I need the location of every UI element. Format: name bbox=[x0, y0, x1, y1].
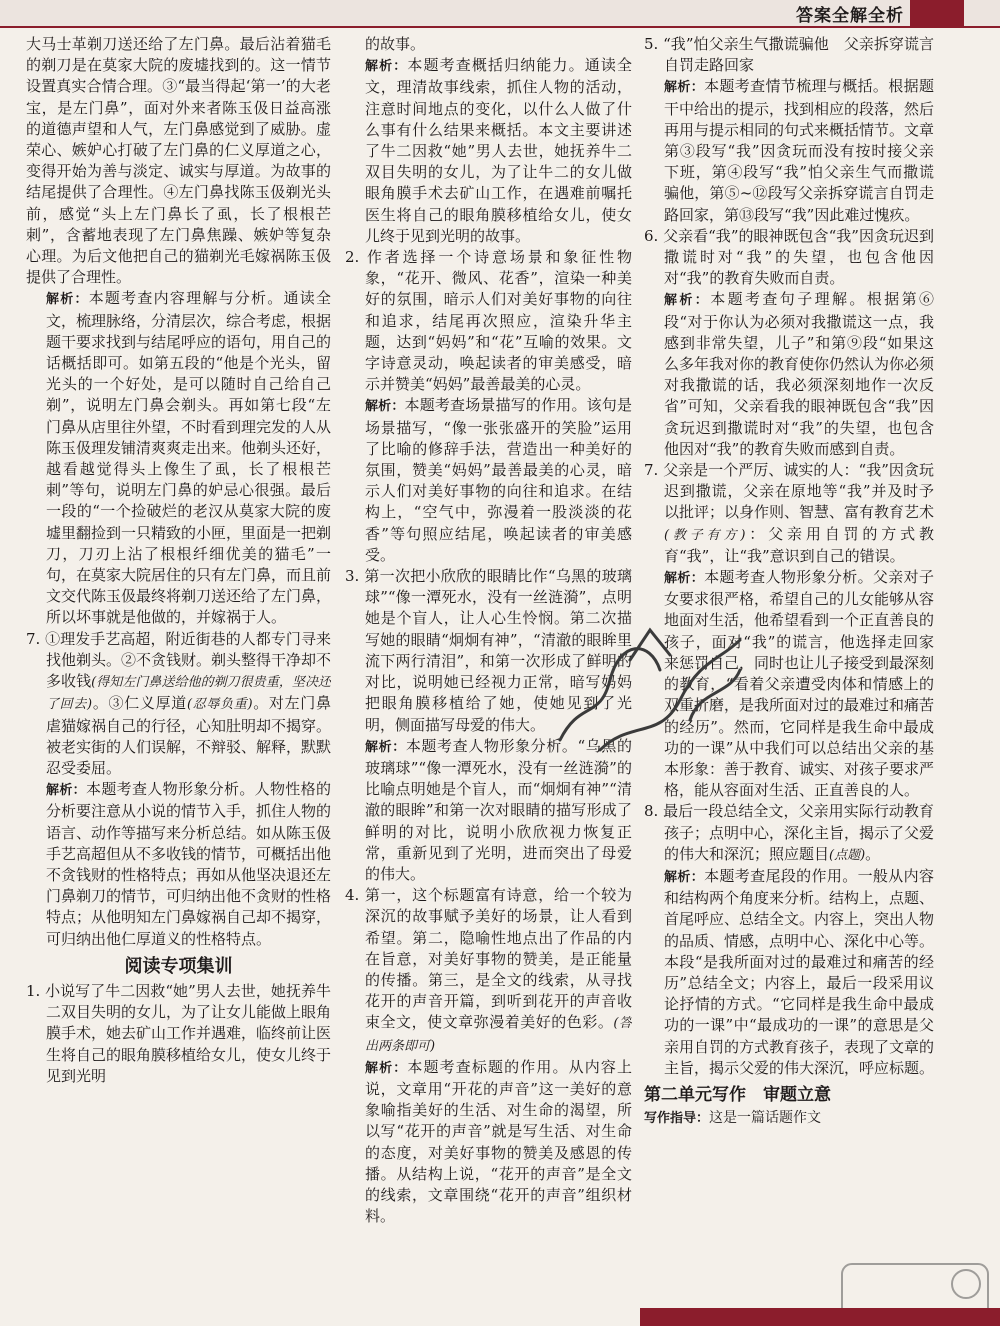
answer-6-continued: 大马士革剃刀送还给了左门鼻。最后沾着猫毛的剃刀是在莫家大院的废墟找到的。这一情节设置真实合情合理。③“最当得起‘第一’的大老宝，是左门鼻”，面对外来者陈玉伋日益高涨的道德声望和人气，左门鼻感觉到了威胁。虚荣心、嫉妒心打破了左门鼻的仁义厚道之心，变得开始为善与淡定、诚实与厚道。为故事的结尾提供了合理性。④左门鼻找陈玉伋剃光头前，感觉“头上左门鼻长了虱，长了根根芒刺”，含蓄地表现了左门鼻焦躁、嫉妒等复杂心理。为后文他把自己的猫剃光毛嫁祸陈玉伋提供了合理性。 bbox=[26, 35, 331, 287]
analysis-label: 解析： bbox=[664, 869, 705, 885]
analysis-text: 本题考查句子理解。根据第⑥段“对于你认为必须对我撒谎这一点，我感到非常失望，儿子”和第⑨段“如果这么多年我对你的教育使你仍然认为你必须对我撒谎的话，我必须深刻地作一次反省”可知，父亲看我的眼神既包含“我”因贪玩迟到撒谎时对“我”的失望，也包含他因对“我”的教育失败而感到自责。 bbox=[664, 290, 934, 458]
answer-note: (点题) bbox=[829, 847, 866, 863]
page-footer bbox=[640, 1308, 1000, 1326]
answer-text: ：父亲用自罚的方式教育“我”，让“我”意识到自己的错误。 bbox=[664, 524, 934, 565]
header-title: 答案全解全析 bbox=[796, 6, 904, 26]
answer-7b bbox=[644, 460, 934, 567]
answer-note: (忍辱负重) bbox=[186, 697, 253, 713]
analysis-5 bbox=[644, 76, 934, 225]
section-title: 阅读专项集训 bbox=[124, 955, 233, 977]
analysis-label: 解析： bbox=[365, 399, 405, 415]
answer-text: 4. 第一，这个标题富有诗意，给一个较为深沉的故事赋予美好的场景，让人看到希望。第二，隐喻性地点出了作品的内在旨意，对美好事物的赞美，是正能量的传播。第三，是全文的线索，从寻找花开的声音开篇，到听到花开的声音收束全文，使文章弥漫着美好的色彩。 bbox=[345, 886, 632, 1032]
header-color-block bbox=[910, 0, 964, 26]
answer-text: 。③仁义厚道 bbox=[92, 694, 187, 713]
analysis-4 bbox=[345, 1057, 632, 1228]
answer-text: 7. 父亲是一个严厉、诚实的人：“我”因贪玩迟到撒谎，父亲在原地等“我”并及时予以批评；以身作则、智慧、富有教育艺术 bbox=[644, 461, 934, 522]
unit-title: 第二单元写作 审题立意 bbox=[644, 1084, 831, 1105]
answer-1: 1. 小说写了牛二因救“她”男人去世，她抚养牛二双目失明的女儿，为了让女儿能做上眼角膜手术，她去矿山工作并遇难，临终前让医生将自己的眼角膜移植给女儿，使女儿终于见到光明 bbox=[26, 981, 331, 1085]
analysis-label: 解析： bbox=[365, 59, 408, 75]
analysis-2 bbox=[345, 395, 632, 566]
analysis-text: 本题考查人物形象分析。人物性格的分析要注意从小说的情节入手，抓住人物的语言、动作等描写来分析总结。如从陈玉伋手艺高超但从不多收钱的情节，可概括出他不贪钱财的性格特点；再如从他坚决退还左门鼻剃刀的情节，可归纳出他不贪财的性格特点；从他明知左门鼻嫁祸自己却不揭穿，可归纳出他仁厚道义的性格特点。 bbox=[46, 780, 331, 948]
analysis-text: 本题考查人物形象分析。父亲对子女要求很严格，希望自己的儿女能够从容地面对生活，他希望看到一个正直善良的孩子，面对“我”的谎言，他选择走回家来惩罚自己，同时也让儿子接受到最深刻的教育，“看着父亲遭受肉体和情感上的双重折磨，是我所面对过的最难过和痛苦的经历”。然而，它同样是我生命中最成功的一课”从中我们可以总结出父亲的基本形象：善于教育、诚实、对孩子要求严格，能从容面对生活、正直善良的人。 bbox=[664, 568, 934, 800]
answer-note: (得知左门鼻送给他的剃刀很贵重，坚决还了回去) bbox=[46, 675, 331, 713]
column-left bbox=[26, 34, 331, 1284]
answer-text: 7. ①理发手艺高超，附近街巷的人都专门寻来找他剃头。②不贪钱财。剃头整得干净却不多收钱 bbox=[26, 629, 331, 691]
page-header bbox=[0, 0, 1000, 28]
writing-guide bbox=[644, 1108, 934, 1129]
analysis-text: 本题考查标题的作用。从内容上说，文章用“开花的声音”这一美好的意象喻指美好的生活、对生命的渴望，所以写“花开的声音”就是写生活、对生命的态度，对美好事物的赞美及感恩的传播。从结构上说，“花开的声音”是全文的线索，文章围绕“花开的声音”组织材料。 bbox=[365, 1057, 632, 1226]
analysis-8 bbox=[644, 866, 934, 1079]
analysis-7b bbox=[644, 567, 934, 801]
answer-2: 2. 作者选择一个诗意场景和象征性物象，“花开、微风、花香”，渲染一种美好的氛围，暗示人们对美好事物的向往和追求，结尾再次照应，渲染升华主题，达到“妈妈”和“花”互喻的效果。文字诗意灵动，唤起读者的审美感受，暗示并赞美“妈妈”最善最美的心灵。 bbox=[345, 248, 632, 394]
analysis-text: 本题考查场景描写的作用。该句是场景描写，“像一张张盛开的笑脸”运用了比喻的修辞手法，营造出一种美好的氛围，赞美“妈妈”最善最美的心灵，暗示人们对美好事物的向往和追求。在结构上，“空气中，弥漫着一股淡淡的花香”等句照应结尾，唤起读者的审美感受。 bbox=[365, 396, 632, 564]
analysis-text: 本题考查情节梳理与概括。根据题干中给出的提示，找到相应的段落，然后再用与提示相同的句式来概括情节。文章第③段写“我”因贪玩而没有按时接父亲下班，第④段写“我”怕父亲生气而撒谎骗他，第⑤~⑫段写父亲拆穿谎言自罚走路回家，第⑬段写“我”因此难过愧疚。 bbox=[664, 77, 934, 224]
answer-8 bbox=[644, 801, 934, 866]
analysis-text: 本题考查人物形象分析。“乌黑的玻璃球”“像一潭死水，没有一丝涟漪”的比喻点明她是个盲人，而“炯炯有神”“清澈的眼眸”和第一次对眼睛的描写形成了鲜明的对比，说明小欣欣视力恢复正常，重新见到了光明，进而突出了母爱的伟大。 bbox=[365, 736, 632, 883]
analysis-3 bbox=[345, 736, 632, 885]
answer-6: 6. 父亲看“我”的眼神既包含“我”因贪玩迟到撒谎时对“我”的失望，也包含他因对“我”的教育失败而自责。 bbox=[644, 226, 934, 288]
answer-text: 。 bbox=[865, 844, 881, 863]
analysis-label: 解析： bbox=[664, 571, 705, 587]
answer-4 bbox=[345, 885, 632, 1057]
analysis-label: 解析： bbox=[664, 80, 705, 96]
answer-7 bbox=[26, 629, 331, 779]
answer-text: 8. 最后一段总结全文，父亲用实际行动教育孩子；点明中心，深化主旨，揭示了父爱的伟大和深沉；照应题目 bbox=[644, 802, 934, 863]
analysis-text: 本题考查尾段的作用。一般从内容和结构两个角度来分析。结构上，点题、首尾呼应、总结全文。内容上，突出人物的品质、情感，点明中心、深化中心等。本段“是我所面对过的最难过和痛苦的经历”总结全文；内容上，最后一段采用议论抒情的方式。“它同样是我生命中最成功的一课”中“最成功的一课”的意思是父亲用自罚的方式教育孩子，表现了文章的主旨，揭示父爱的伟大深沉，呼应标题。 bbox=[664, 866, 934, 1077]
analysis-7 bbox=[26, 779, 331, 950]
analysis-6 bbox=[26, 288, 331, 628]
answer-1-continued: 的故事。 bbox=[365, 35, 426, 53]
analysis-label: 解析： bbox=[365, 739, 406, 755]
column-middle bbox=[345, 34, 632, 1284]
guide-label: 写作指导： bbox=[644, 1111, 710, 1127]
analysis-text: 本题考查内容理解与分析。通读全文，梳理脉络，分清层次，综合考虑，根据题干要求找到与结尾呼应的语句，用自己的话概括即可。如第五段的“他是个光头，留光头的一个好处，是可以随时自己给自己剃”，说明左门鼻会剃头。再如第七段“左门鼻从店里往外望，不时看到理完发的人从陈玉伋理发铺清爽爽走出来。他剃头还好，越看越觉得头上像生了虱，长了根根芒刺”等句，说明左门鼻的妒忌心很强。最后一段的“一个捡破烂的老汉从莫家大院的废墟里翻捡到一只精致的小匣，里面是一把剃刀，刀刃上沾了根根纤细优美的猫毛”一句，在莫家大院居住的只有左门鼻，而且前文交代陈玉伋最终将剃刀送还给了左门鼻，所以坏事就是他做的，并嫁祸于人。 bbox=[46, 289, 331, 627]
answer-3: 3. 第一次把小欣欣的眼睛比作“乌黑的玻璃球”“像一潭死水，没有一丝涟漪”，点明她是个盲人，让人心生怜悯。第二次描写她的眼睛“炯炯有神”，“清澈的眼眸里流下两行清泪”，和第一次形成了鲜明的对比，说明她已经视力正常，暗写妈妈把眼角膜移植给了她，使她见到了光明，侧面描写母爱的伟大。 bbox=[345, 567, 632, 734]
guide-text: 这是一篇话题作文 bbox=[709, 1110, 822, 1127]
analysis-label: 解析： bbox=[46, 783, 86, 799]
column-right bbox=[644, 34, 934, 1284]
analysis-label: 解析： bbox=[664, 293, 711, 309]
analysis-label: 解析： bbox=[46, 292, 89, 308]
answer-text: 。对左门鼻虐猫嫁祸自己的行径，心知肚明却不揭穿。被老实街的人们误解，不辩驳、解释，默默忍受委屈。 bbox=[46, 694, 331, 777]
analysis-6b bbox=[644, 289, 934, 460]
answer-5: 5. “我”怕父亲生气撒谎骗他 父亲拆穿谎言自罚走路回家 bbox=[644, 35, 934, 75]
analysis-label: 解析： bbox=[365, 1060, 408, 1076]
analysis-text: 本题考查概括归纳能力。通读全文，理清故事线索，抓住人物的活动，注意时间地点的变化，以什么人做了什么事有什么结果来概括。本文主要讲述了牛二因救“她”男人去世，她抚养牛二双目失明的女儿，为了让牛二的女儿做眼角膜手术去矿山工作，在遇难前嘱托医生将自己的眼角膜移植给女儿，使女儿终于见到光明的故事。 bbox=[365, 56, 632, 245]
answer-note: (答出两条即可) bbox=[365, 1016, 632, 1054]
analysis-1 bbox=[345, 55, 632, 247]
answer-note: (教子有方) bbox=[664, 527, 746, 543]
